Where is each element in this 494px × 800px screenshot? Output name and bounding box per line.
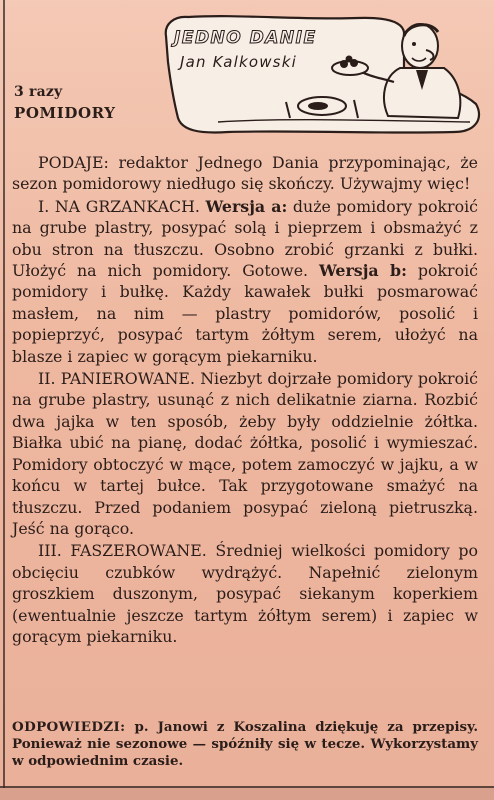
section-2-text: Niezbyt dojrzałe pomidory pokroić na grube plastry, usunąć z nich delikatnie ziarna. Rozbić dwa jajka w ten sposób, żeby były oddzielnie żółtka. Białka ubić na pianę, dodać żółtka, posolić i wymieszać. Pomidory obtoczyć w mące, potem zamoczyć w jajku, a w końcu w tartej bułce. Tak przygotowane smażyć na tłuszczu. Przed podaniem posypać zieloną pietruszką. Jeść na gorąco. bbox=[12, 369, 478, 538]
bottom-strip bbox=[0, 788, 494, 800]
page-title: POMIDORY bbox=[14, 104, 116, 122]
chef-with-plate-drawing bbox=[158, 6, 488, 136]
version-b-label: Wersja b: bbox=[318, 261, 407, 281]
intro-text: redaktor Jednego Dania przypominając, że sezon pomidorowy niedługo się skończy. Używajmy więc! bbox=[12, 153, 478, 194]
section-1 bbox=[12, 196, 478, 367]
replies-text: p. Janowi z Koszalina dziękuję za przepisy. Ponieważ nie sezonowe — spóźniły się w tecze. Wykorzystamy w odpowiednim czasie. bbox=[12, 719, 478, 769]
intro-lead: PODAJE: bbox=[38, 153, 109, 172]
replies-lead: ODPOWIEDZI: bbox=[12, 719, 126, 735]
version-a-text: duże pomidory pokroić na grube plastry, posypać solą i pieprzem i obsmażyć z obu stron na tłuszczu. Osobno zrobić grzanki z bułki. Ułożyć na nich pomidory. Gotowe. bbox=[12, 196, 478, 281]
column-logo bbox=[158, 6, 488, 136]
section-2-heading: II. PANIEROWANE. bbox=[38, 369, 195, 389]
section-3-heading: III. FASZEROWANE. bbox=[38, 541, 207, 561]
section-1-heading: I. NA GRZANKACH. bbox=[38, 196, 200, 216]
section-2 bbox=[12, 368, 478, 539]
replies-paragraph bbox=[12, 719, 478, 770]
article-body bbox=[12, 152, 478, 647]
kicker: 3 razy bbox=[14, 84, 63, 100]
section-3-text: Średniej wielkości pomidory po obcięciu czubków wydrążyć. Napełnić zielonym groszkiem duszonym, posypać siekanym koperkiem (ewentualnie jeszcze tartym żółtym serem) i zapiec w gorącym piekarniku. bbox=[12, 541, 478, 646]
logo-author: Jan Kalkowski bbox=[180, 53, 297, 71]
version-b-text: pokroić pomidory i bułkę. Każdy kawałek bułki posmarować masłem, na nim — plastry pomidorów, posolić i popieprzyć, posypać tartym żółtym serem, ułożyć na blasze i zapiec w gorącym piekarniku. bbox=[12, 261, 478, 366]
logo-title: JEDNO DANIE bbox=[174, 28, 317, 48]
column-rule bbox=[3, 0, 5, 800]
version-a-label: Wersja a: bbox=[205, 196, 288, 216]
section-3 bbox=[12, 540, 478, 647]
intro-paragraph bbox=[12, 152, 478, 195]
